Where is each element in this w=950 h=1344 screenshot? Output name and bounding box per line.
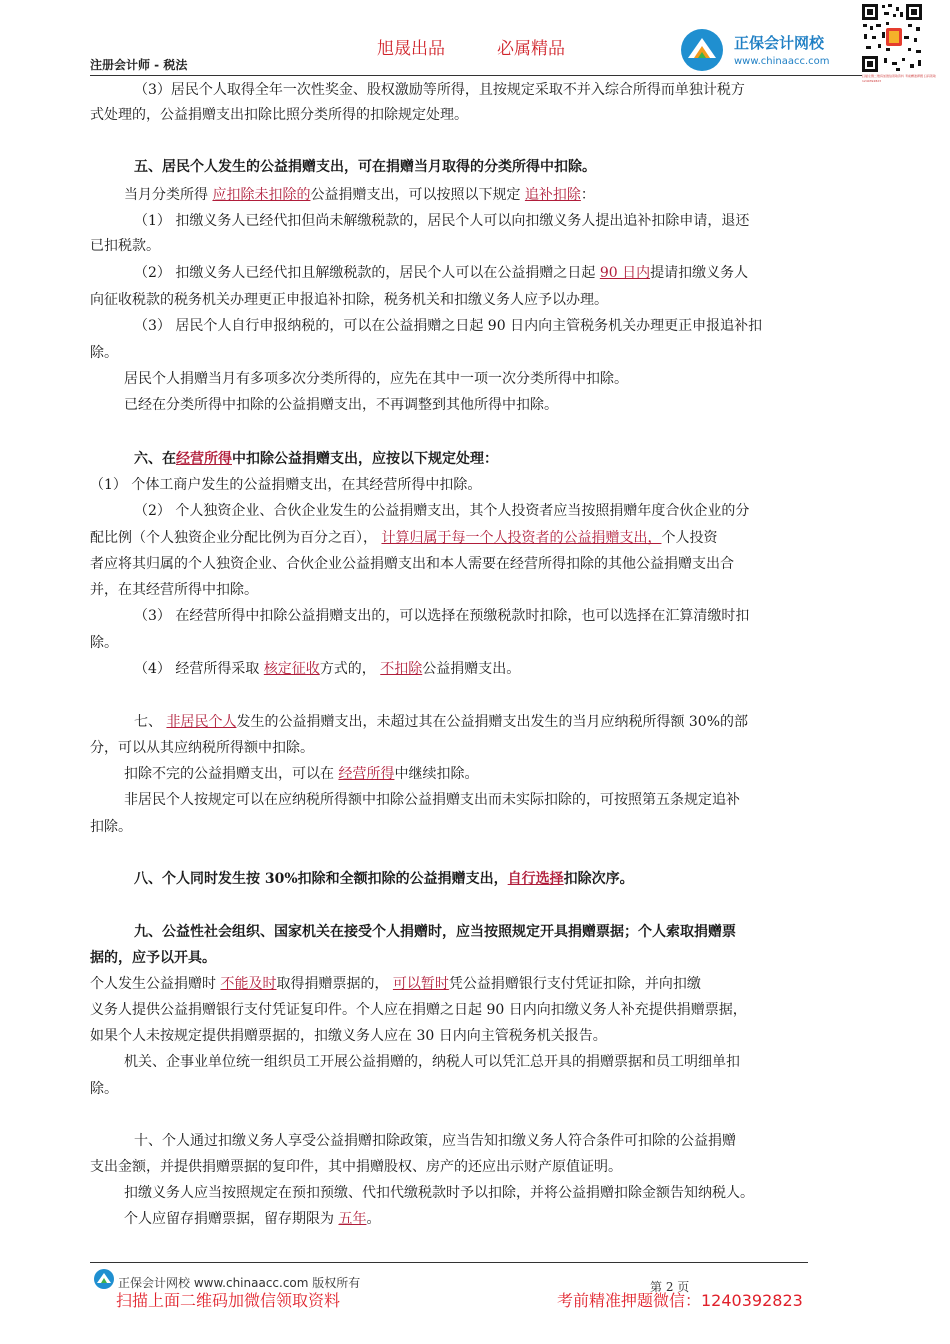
text-segment: 十、个人通过扣缴义务人享受公益捐赠扣除政策，应当告知扣缴义务人符合条件可扣除的公益捐赠 bbox=[134, 1133, 736, 1149]
text-segment: 发生的公益捐赠支出，未超过其在公益捐赠支出发生的当月应纳税所得额 30%的部 bbox=[236, 714, 749, 730]
text-line bbox=[90, 974, 701, 994]
text-segment: 中扣除公益捐赠支出，应按以下规定处理： bbox=[232, 451, 498, 467]
text-line bbox=[124, 764, 478, 784]
text-segment: 扣除次序。 bbox=[563, 871, 634, 887]
text-segment: 五、居民个人发生的公益捐赠支出，可在捐赠当月取得的分类所得中扣除。 bbox=[134, 159, 596, 175]
brand-right: 必属精品 bbox=[497, 39, 565, 59]
text-segment: 公益捐赠支出，可以按照以下规定 bbox=[310, 187, 525, 203]
brand-left: 旭晟出品 bbox=[377, 39, 445, 59]
text-segment: 向征收税款的税务机关办理更正申报追补扣除，税务机关和扣缴义务人应予以办理。 bbox=[90, 292, 608, 308]
text-line bbox=[90, 343, 118, 363]
text-segment: （1） 扣缴义务人已经代扣但尚未解缴税款的，居民个人可以向扣缴义务人提出追补扣除申请，退还 bbox=[134, 213, 750, 229]
promo-left: 扫描上面二维码加微信领取资料 bbox=[116, 1291, 341, 1310]
text-segment: 扣除。 bbox=[90, 819, 132, 835]
text-segment: 居民个人捐赠当月有多项多次分类所得的，应先在其中一项一次分类所得中扣除。 bbox=[124, 371, 628, 387]
text-segment: 义务人提供公益捐赠银行支付凭证复印件。个人应在捐赠之日起 90 日内向扣缴义务人补充提供捐赠票据， bbox=[90, 1002, 747, 1018]
text-line bbox=[134, 316, 762, 336]
text-line bbox=[134, 449, 498, 469]
text-segment: （4） 经营所得采取 bbox=[134, 661, 264, 677]
text-line bbox=[90, 105, 468, 125]
text-segment: 八、个人同时发生按 30%扣除和全额扣除的公益捐赠支出， bbox=[134, 871, 508, 887]
text-segment: 。 bbox=[366, 1211, 381, 1227]
text-line bbox=[124, 1209, 380, 1229]
text-segment: 中继续扣除。 bbox=[394, 766, 479, 782]
text-line bbox=[134, 659, 520, 679]
text-line bbox=[90, 528, 717, 548]
text-segment: 方式的， bbox=[319, 661, 381, 677]
highlighted-term: 经营所得 bbox=[176, 451, 232, 467]
text-segment: 个人应留存捐赠票据，留存期限为 bbox=[124, 1211, 339, 1227]
footer-copyright: 正保会计网校 www.chinaacc.com 版权所有 bbox=[118, 1276, 361, 1290]
text-segment: （2） 个人独资企业、合伙企业发生的公益捐赠支出，其个人投资者应当按照捐赠年度合伙企业的分 bbox=[134, 503, 750, 519]
logo-emblem-icon bbox=[678, 26, 728, 74]
text-segment: 六、在 bbox=[134, 451, 176, 467]
text-line bbox=[124, 1183, 754, 1203]
text-segment: 扣缴义务人应当按照规定在预扣预缴、代扣代缴税款时予以扣除，并将公益捐赠扣除金额告知纳税人。 bbox=[124, 1185, 754, 1201]
highlighted-term: 非居民个人 bbox=[166, 714, 237, 730]
text-segment: 提请扣缴义务人 bbox=[650, 265, 749, 281]
text-line bbox=[134, 712, 748, 732]
highlighted-term: 核定征收 bbox=[263, 661, 320, 677]
text-segment: 式处理的，公益捐赠支出扣除比照分类所得的扣除规定处理。 bbox=[90, 107, 468, 123]
footer-divider bbox=[90, 1262, 808, 1263]
text-segment: 除。 bbox=[90, 1081, 118, 1097]
text-segment: 已经在分类所得中扣除的公益捐赠支出，不再调整到其他所得中扣除。 bbox=[124, 397, 558, 413]
text-segment: 个人发生公益捐赠时 bbox=[90, 976, 221, 992]
text-line bbox=[134, 211, 749, 231]
text-segment: 如果个人未按规定提供捐赠票据的，扣缴义务人应在 30 日内向主管税务机关报告。 bbox=[90, 1028, 607, 1044]
highlighted-term: 经营所得 bbox=[338, 766, 395, 782]
text-line bbox=[134, 1131, 736, 1151]
highlighted-term: 应扣除未扣除的 bbox=[212, 187, 311, 203]
text-segment: 扣除不完的公益捐赠支出，可以在 bbox=[124, 766, 339, 782]
text-line bbox=[90, 1000, 747, 1020]
text-segment: 当月分类所得 bbox=[124, 187, 213, 203]
highlighted-term: 不扣除 bbox=[380, 661, 423, 677]
highlighted-term: 自行选择 bbox=[507, 871, 564, 887]
text-segment: 取得捐赠票据的， bbox=[276, 976, 393, 992]
text-segment: 支出金额，并提供捐赠票据的复印件，其中捐赠股权、房产的还应出示财产原值证明。 bbox=[90, 1159, 622, 1175]
text-segment: 据的，应予以开具。 bbox=[90, 950, 216, 966]
text-segment: 者应将其归属的个人独资企业、合伙企业公益捐赠支出和本人需要在经营所得扣除的其他公益捐赠支出合 bbox=[90, 556, 734, 572]
text-segment: 九、公益性社会组织、国家机关在接受个人捐赠时，应当按照规定开具捐赠票据；个人索取捐赠票 bbox=[134, 924, 736, 940]
text-line bbox=[90, 817, 132, 837]
text-line bbox=[124, 395, 558, 415]
text-line bbox=[134, 922, 736, 942]
text-line bbox=[90, 236, 160, 256]
highlighted-term: 追补扣除 bbox=[524, 187, 581, 203]
text-segment: 公益捐赠支出。 bbox=[422, 661, 521, 677]
text-line bbox=[90, 554, 734, 574]
highlighted-term: 可以暂时 bbox=[392, 976, 449, 992]
text-line bbox=[134, 80, 745, 100]
text-segment: （3） 居民个人自行申报纳税的，可以在公益捐赠之日起 90 日内向主管税务机关办理更正申报追补扣 bbox=[134, 318, 763, 334]
text-segment: 机关、企事业单位统一组织员工开展公益捐赠的，纳税人可以凭汇总开具的捐赠票据和员工明细单扣 bbox=[124, 1054, 740, 1070]
text-segment: 凭公益捐赠银行支付凭证扣除，并向扣缴 bbox=[448, 976, 701, 992]
qr-caption: 扫描左侧二维码加微信领取资料 考前精准押题 扫码领取 1240392823 bbox=[862, 74, 936, 83]
text-segment: 七、 bbox=[134, 714, 167, 730]
text-segment: （3） 在经营所得中扣除公益捐赠支出的，可以选择在预缴税款时扣除，也可以选择在汇算清缴时扣 bbox=[134, 608, 750, 624]
text-segment: （3）居民个人取得全年一次性奖金、股权激励等所得，且按规定采取不并入综合所得而单独计税方 bbox=[134, 82, 745, 98]
text-segment: 分，可以从其应纳税所得额中扣除。 bbox=[90, 740, 314, 756]
text-line bbox=[124, 369, 628, 389]
highlighted-term: 不能及时 bbox=[220, 976, 277, 992]
text-line bbox=[90, 1079, 118, 1099]
qr-code-icon bbox=[860, 2, 924, 74]
text-segment: 非居民个人按规定可以在应纳税所得额中扣除公益捐赠支出而未实际扣除的，可按照第五条规定追补 bbox=[124, 792, 740, 808]
text-line bbox=[90, 948, 216, 968]
logo-name: 正保会计网校 bbox=[734, 34, 825, 52]
text-line bbox=[90, 1157, 622, 1177]
text-segment: ： bbox=[580, 187, 595, 203]
text-line bbox=[134, 869, 634, 889]
text-segment: （1） 个体工商户发生的公益捐赠支出，在其经营所得中扣除。 bbox=[90, 477, 482, 493]
logo-url: www.chinaacc.com bbox=[734, 56, 830, 67]
page-number: 第 2 页 bbox=[650, 1280, 690, 1294]
highlighted-term: 五年 bbox=[338, 1211, 367, 1227]
text-line bbox=[90, 738, 314, 758]
text-line bbox=[134, 606, 749, 626]
text-line bbox=[90, 1026, 607, 1046]
text-segment: 除。 bbox=[90, 635, 118, 651]
text-line bbox=[90, 475, 481, 495]
site-logo[interactable] bbox=[678, 26, 858, 76]
text-segment: 已扣税款。 bbox=[90, 238, 160, 254]
footer-logo-icon bbox=[92, 1268, 116, 1290]
text-segment: （2） 扣缴义务人已经代扣且解缴税款的，居民个人可以在公益捐赠之日起 bbox=[134, 265, 600, 281]
document-subtitle: 注册会计师 - 税法 bbox=[90, 58, 188, 72]
text-line bbox=[134, 157, 596, 177]
text-line bbox=[134, 501, 749, 521]
text-segment: 除。 bbox=[90, 345, 118, 361]
text-line bbox=[124, 185, 595, 205]
text-segment: 个人投资 bbox=[661, 530, 718, 546]
text-line bbox=[90, 633, 118, 653]
text-segment: 并，在其经营所得中扣除。 bbox=[90, 582, 258, 598]
text-line bbox=[90, 290, 608, 310]
highlighted-term: 计算归属于每一个人投资者的公益捐赠支出， bbox=[381, 530, 662, 546]
text-line bbox=[90, 580, 258, 600]
promo-right: 考前精准押题微信：1240392823 bbox=[557, 1291, 803, 1310]
text-segment: 配比例（个人独资企业分配比例为百分之百）， bbox=[90, 530, 382, 546]
text-line bbox=[124, 790, 740, 810]
text-line bbox=[134, 263, 748, 283]
highlighted-term: 90 日内 bbox=[599, 265, 651, 281]
text-line bbox=[124, 1052, 740, 1072]
